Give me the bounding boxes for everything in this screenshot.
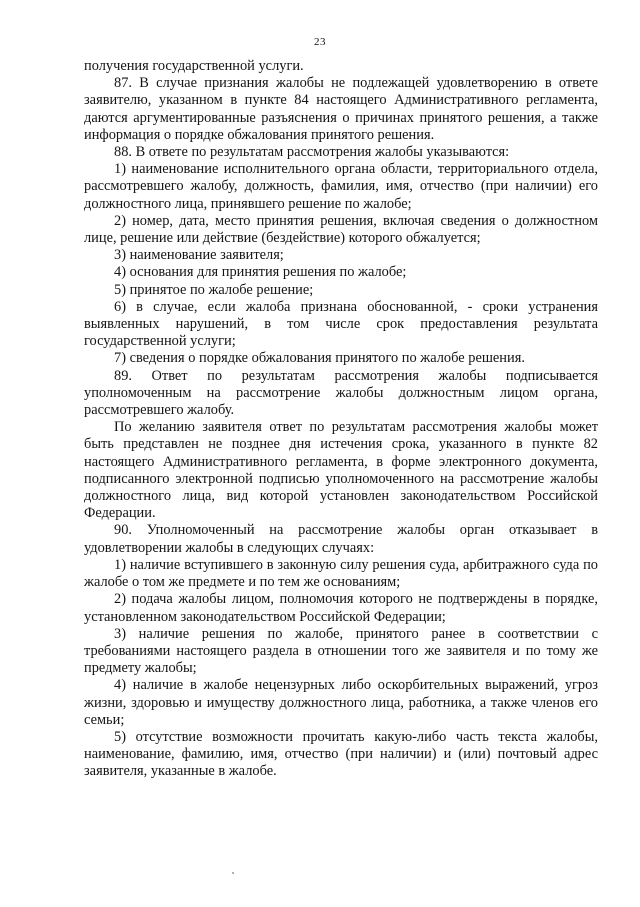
list-item-88-6: 6) в случае, если жалоба признана обоснованной, - сроки устранения выявленных нарушений, в том числе срок предоставления результата государственной услуги;: [84, 298, 598, 350]
paragraph-89-electronic: По желанию заявителя ответ по результатам рассмотрения жалобы может быть представлен не позднее дня истечения срока, указанного в пункте 82 настоящего Административного регламента, в форме электронного документа, подписанного электронной подписью уполномоченного на рассмотрение жалобы должностного лица, вид которой установлен законодательством Российской Федерации.: [84, 419, 598, 522]
list-item-90-3: 3) наличие решения по жалобе, принятого ранее в соответствии с требованиями настоящего раздела в отношении того же заявителя и по тому же предмету жалобы;: [84, 625, 598, 677]
paragraph-88: 88. В ответе по результатам рассмотрения жалобы указываются:: [114, 144, 510, 161]
list-item-88-3: 3) наименование заявителя;: [114, 247, 284, 264]
document-body: [84, 58, 598, 781]
list-item-90-4: 4) наличие в жалобе нецензурных либо оскорбительных выражений, угроз жизни, здоровью и имуществу должностного лица, работника, а также членов его семьи;: [84, 677, 598, 728]
list-item-88-2: 2) номер, дата, место принятия решения, включая сведения о должностном лице, решение или действие (бездействие) которого обжалуется;: [84, 212, 598, 247]
paragraph-90: 90. Уполномоченный на рассмотрение жалобы орган отказывает в удовлетворении жалобы в следующих случаях:: [84, 522, 598, 556]
list-item-90-1: 1) наличие вступившего в законную силу решения суда, арбитражного суда по жалобе о том же предмете и по тем же основаниям;: [84, 556, 598, 591]
list-item-90-2: 2) подача жалобы лицом, полномочия которого не подтверждены в порядке, установленном законодательством Российской Федерации;: [84, 591, 598, 625]
paragraph-continuation: получения государственной услуги.: [84, 58, 304, 74]
page-number: 23: [314, 36, 326, 48]
list-item-90-5: 5) отсутствие возможности прочитать какую-либо часть текста жалобы, наименование, фамилию, имя, отчество (при наличии) и (или) почтовый адрес заявителя, указанные в жалобе.: [84, 728, 598, 780]
paragraph-87: 87. В случае признания жалобы не подлежащей удовлетворению в ответе заявителю, указанном в пункте 84 настоящего Административного регламента, даются аргументированные разъяснения о причинах принятого решения, а также информация о порядке обжалования принятого решения.: [84, 75, 598, 143]
scan-speck: [232, 872, 234, 874]
list-item-88-1: 1) наименование исполнительного органа области, территориального отдела, рассмотревшего жалобу, должность, фамилия, имя, отчество (при наличии) его должностного лица, принявшего решение по жалобе;: [84, 161, 598, 212]
list-item-88-5: 5) принятое по жалобе решение;: [114, 281, 314, 298]
list-item-88-4: 4) основания для принятия решения по жалобе;: [114, 264, 407, 281]
paragraph-89: 89. Ответ по результатам рассмотрения жалобы подписывается уполномоченным на рассмотрение жалобы должностным лицом органа, рассмотревшего жалобу.: [84, 367, 598, 419]
list-item-88-7: 7) сведения о порядке обжалования принятого по жалобе решения.: [114, 350, 525, 367]
